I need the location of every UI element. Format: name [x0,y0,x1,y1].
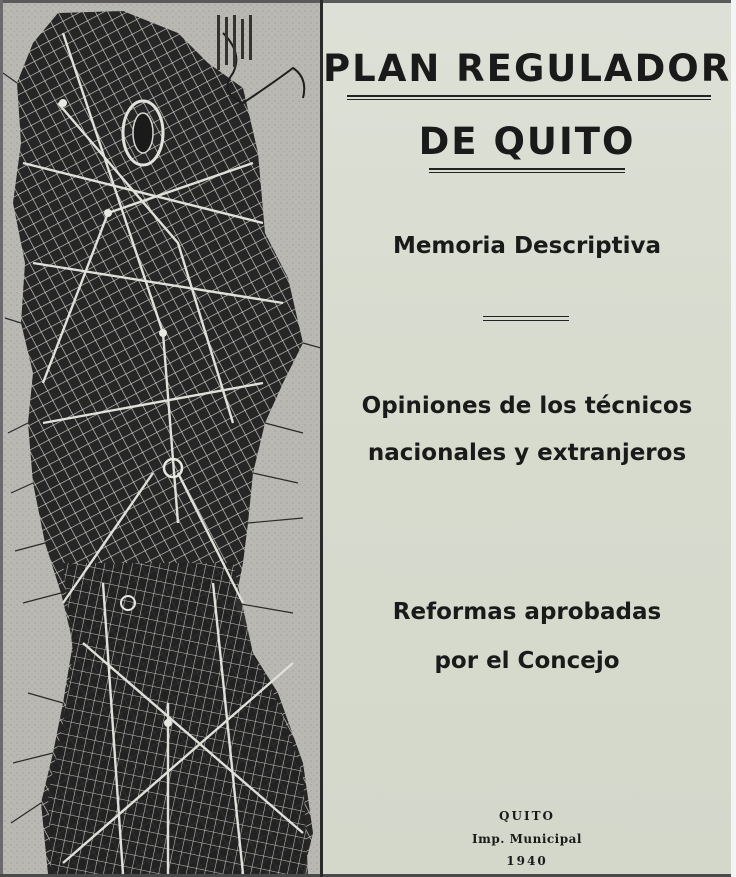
title-rule-top-2 [347,99,711,100]
section2-line2: por el Concejo [434,648,620,674]
scan-border-right [731,0,736,877]
section2-line1: Reformas aprobadas [392,599,662,625]
city-plan-map [3,3,321,874]
cover-title-line1: PLAN REGULADOR [323,47,732,90]
ornament-rule-2 [483,320,569,321]
title-rule-bottom-1 [429,168,625,170]
city-plan-map-illustration [3,3,321,874]
section1-line2: nacionales y extranjeros [367,440,687,466]
title-rule-bottom-2 [429,172,625,173]
imprint-year: 1940 [506,854,548,868]
imprint-city: QUITO [499,809,555,823]
imprint-press: Imp. Municipal [472,832,582,846]
park-oval-inner [133,113,153,153]
cover-title-line2: DE QUITO [418,120,636,163]
ornament-rule-1 [483,316,569,317]
title-rule-top-1 [347,95,711,97]
cover-subtitle: Memoria Descriptiva [392,233,662,259]
cover-text-panel [323,3,731,874]
section1-line1: Opiniones de los técnicos [361,393,693,419]
